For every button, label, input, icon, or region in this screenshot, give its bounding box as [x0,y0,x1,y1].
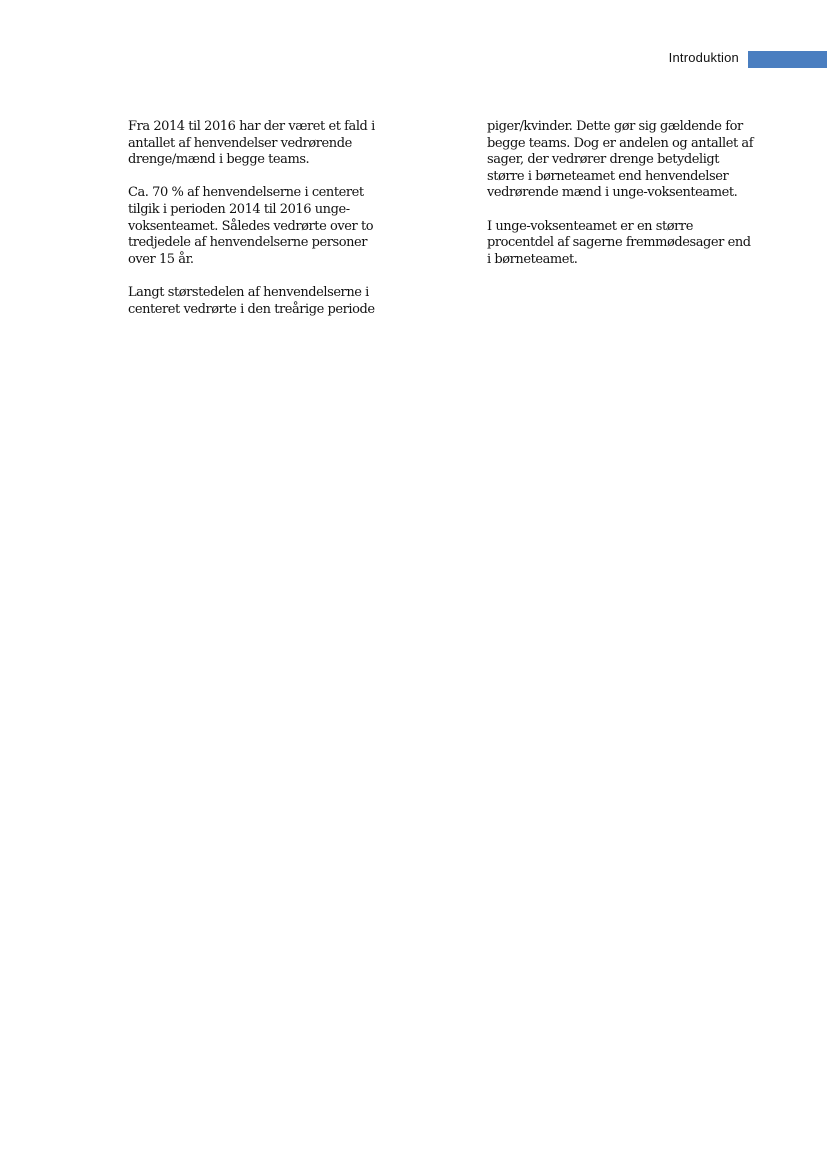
section-color-bar [748,51,827,68]
paragraph: I unge-voksenteamet er en større procentdel af sagerne fremmødesager end i børneteamet. [487,218,751,267]
paragraph: Fra 2014 til 2016 har der været et fald i antallet af henvendelser vedrørende drenge/mænd i begge teams. [128,119,375,168]
page-section-title: Introduktion [668,50,739,65]
paragraph: Langt størstedelen af henvendelserne i centeret vedrørte i den treårige periode [128,284,375,317]
left-text-column [128,119,378,335]
paragraph: piger/kvinder. Dette gør sig gældende for begge teams. Dog er andelen og antallet af sager, der vedrører drenge betydeligt større i børneteamet end henvendelser vedrørende mænd i unge-voksenteamet. [487,119,754,201]
paragraph: Ca. 70 % af henvendelserne i centeret tilgik i perioden 2014 til 2016 unge-voksenteamet. Således vedrørte over to tredjedele af henvendelserne personer over 15 år. [128,185,374,267]
right-text-column [487,119,755,285]
